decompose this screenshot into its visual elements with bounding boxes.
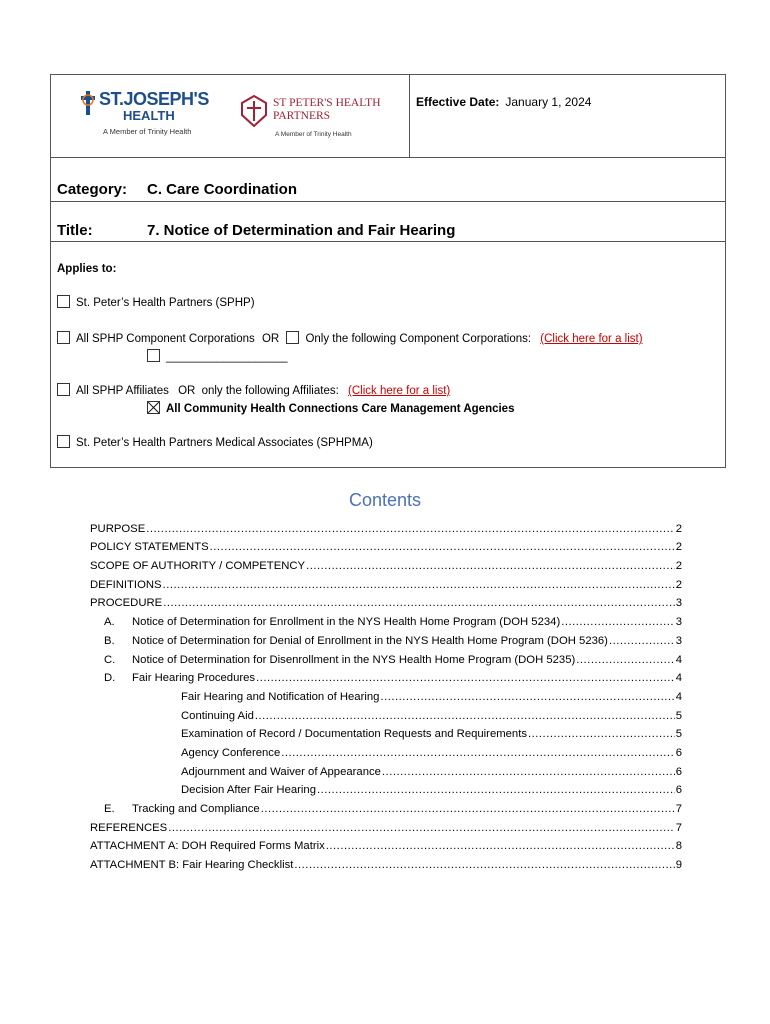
toc-entry-page: 9 [675,859,682,872]
click-list-link-1[interactable]: (Click here for a list) [540,333,643,345]
category-value: C. Care Coordination [147,181,298,198]
title-value: 7. Notice of Determination and Fair Hearing [147,222,456,239]
toc-entry-text: PURPOSE [90,522,146,535]
toc-entry-number: D. [104,672,116,685]
category-row [51,157,725,202]
toc-leader-dots [380,691,674,703]
toc-entry-page: 4 [675,653,682,666]
toc-entry[interactable] [90,834,682,853]
toc-entry-page: 6 [675,784,682,797]
toc-entry-text: Tracking and Compliance [132,803,260,815]
header-table [50,74,726,468]
toc-leader-dots [146,523,674,535]
blank-checkbox[interactable] [147,349,160,362]
st-peters-logo [241,95,391,143]
toc-leader-dots [528,728,675,740]
toc-entry-text: Fair Hearing Procedures [132,672,256,685]
toc-entry-text: Notice of Determination for Disenrollment in the NYS Health Home Program (DOH 5235) [132,653,576,666]
applies-to-label: Applies to: [57,263,117,275]
toc-entry-text: ATTACHMENT B: Fair Hearing Checklist [90,859,294,872]
toc-entry[interactable] [90,516,682,535]
toc-entry-number: C. [104,653,116,666]
effective-date-label: Effective Date: [416,95,500,109]
toc-entry-text: PROCEDURE [90,597,163,610]
toc-entry-number: A. [104,616,115,629]
option-sphpma [57,435,373,449]
toc-entry-page: 3 [675,634,682,647]
toc-entry-page: 6 [675,746,682,759]
toc-entry-page: 2 [675,541,682,554]
sphp-name-1: ST PETER'S HEALTH [273,97,381,109]
toc-entry-text: SCOPE OF AUTHORITY / COMPETENCY [90,560,306,573]
toc-entry-page: 4 [675,672,682,685]
toc-leader-dots [255,710,675,722]
toc-entry[interactable] [90,796,682,815]
title-label: Title: [57,222,93,239]
toc-entry-number: B. [104,634,115,647]
sjh-tag: A Member of Trinity Health [103,127,192,136]
toc-entry-text: Decision After Fair Hearing [181,784,316,797]
toc-entry-text: Fair Hearing and Notification of Hearing [181,690,380,703]
toc-entry-text: ATTACHMENT A: DOH Required Forms Matrix [90,840,325,853]
option-chc-label: All Community Health Connections Care Management Agencies [166,403,515,415]
click-list-link-2[interactable]: (Click here for a list) [348,385,451,397]
option-blank [147,349,288,363]
option-chc [147,401,514,415]
affiliates-checkbox[interactable] [57,383,70,396]
toc-leader-dots [163,579,675,591]
toc-leader-dots [256,672,675,684]
option-sphp [57,295,255,309]
st-josephs-logo [79,89,219,139]
toc-entry-text: Notice of Determination for Denial of Enrollment in the NYS Health Home Program (DOH 5236) [132,634,608,647]
option-components-label: All SPHP Component Corporations [76,333,255,345]
effective-date-value: January 1, 2024 [505,95,592,109]
title-row [51,201,725,242]
toc-leader-dots [294,859,674,871]
toc-entry[interactable] [90,740,682,759]
following-components-checkbox[interactable] [286,331,299,344]
toc-entry-page: 2 [675,522,682,535]
toc-leader-dots [576,654,674,666]
toc-entry-page: 7 [675,821,682,834]
or-label-1: OR [261,333,280,345]
toc-entry[interactable] [90,722,682,741]
sphp-emblem-icon [241,95,267,127]
option-affiliates [57,383,450,397]
option-following-affiliates-label: only the following Affiliates: [201,385,339,397]
toc-leader-dots [326,840,675,852]
toc-entry[interactable] [90,703,682,722]
toc-entry-page: 3 [675,616,682,629]
option-sphp-label: St. Peter’s Health Partners (SPHP) [76,297,255,309]
toc-leader-dots [561,616,675,628]
sjh-name: ST.JOSEPH'S [99,89,209,109]
toc-leader-dots [210,541,675,553]
toc-entry[interactable] [90,852,682,871]
toc-entry[interactable] [90,591,682,610]
sjh-sub: HEALTH [123,108,175,123]
chc-checkbox-checked[interactable] [147,401,160,414]
toc-entry[interactable] [90,778,682,797]
toc-entry-page: 8 [675,840,682,853]
table-of-contents [90,516,682,871]
toc-entry[interactable] [90,647,682,666]
toc-entry-page: 5 [675,709,682,722]
cross-icon [79,91,97,115]
effective-date [416,95,591,109]
toc-leader-dots [382,766,675,778]
toc-entry-page: 5 [675,728,682,741]
toc-leader-dots [168,822,674,834]
sphp-tag: A Member of Trinity Health [275,131,352,138]
sphpma-checkbox[interactable] [57,435,70,448]
toc-entry[interactable] [90,815,682,834]
toc-entry-page: 3 [675,597,682,610]
toc-entry-page: 2 [675,560,682,573]
category-label: Category: [57,181,128,198]
sphp-checkbox[interactable] [57,295,70,308]
option-affiliates-label: All SPHP Affiliates [76,385,169,397]
toc-entry-page: 6 [675,765,682,778]
toc-leader-dots [281,747,674,759]
option-following-components-label: Only the following Component Corporations: [305,333,532,345]
toc-title: Contents [348,490,422,510]
logo-cell [51,75,410,157]
toc-entry[interactable] [90,535,682,554]
components-checkbox[interactable] [57,331,70,344]
toc-entry-text: Agency Conference [181,746,281,759]
toc-leader-dots [317,784,675,796]
toc-leader-dots [261,803,675,815]
blank-line[interactable]: ___________________ [166,351,288,363]
toc-entry-number: E. [104,803,115,815]
toc-leader-dots [609,635,675,647]
toc-entry-page: 4 [675,690,682,703]
toc-entry[interactable] [90,553,682,572]
toc-entry[interactable] [90,666,682,685]
toc-entry-text: Adjournment and Waiver of Appearance [181,765,381,778]
toc-entry-page: 2 [675,578,682,591]
toc-entry[interactable] [90,759,682,778]
or-label-2: OR [178,385,196,397]
toc-entry[interactable] [90,684,682,703]
logo-row [51,75,725,158]
toc-entry[interactable] [90,609,682,628]
toc-entry-text: Notice of Determination for Enrollment in the NYS Health Home Program (DOH 5234) [132,616,561,629]
toc-entry-text: REFERENCES [90,821,168,834]
toc-leader-dots [306,560,675,572]
toc-entry-text: DEFINITIONS [90,578,162,591]
toc-entry-text: Continuing Aid [181,709,254,722]
toc-entry-text: POLICY STATEMENTS [90,541,209,554]
sphp-name-2: PARTNERS [273,110,331,122]
option-components [57,331,643,345]
toc-entry[interactable] [90,572,682,591]
toc-entry[interactable] [90,628,682,647]
toc-entry-page: 7 [675,803,682,815]
toc-entry-text: Examination of Record / Documentation Requests and Requirements [181,728,527,741]
toc-leader-dots [163,597,675,609]
option-sphpma-label: St. Peter’s Health Partners Medical Associates (SPHPMA) [76,437,373,449]
